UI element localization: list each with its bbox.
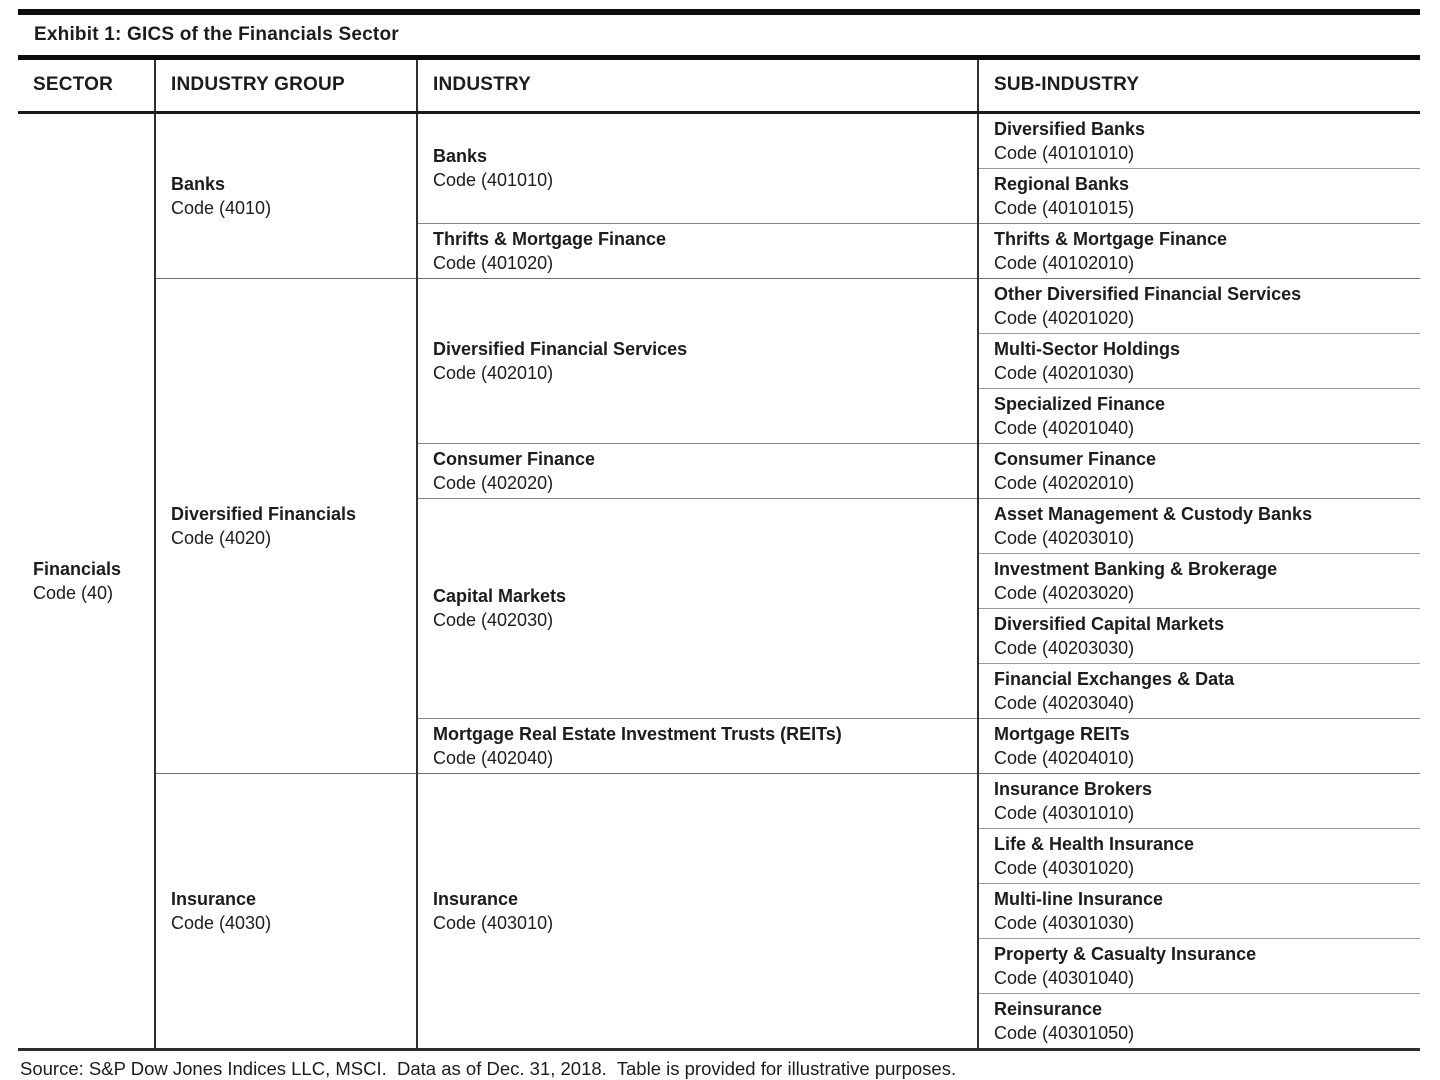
sub-industry-cell <box>978 663 1420 718</box>
cell-code: Code (403010) <box>433 912 554 933</box>
sub-industry-cell <box>978 718 1420 773</box>
table-row <box>18 112 1420 168</box>
cell-code: Code (40301040) <box>994 967 1135 988</box>
cell-name: Regional Banks <box>994 173 1130 194</box>
sub-industry-cell <box>978 112 1420 168</box>
sub-industry-cell <box>978 553 1420 608</box>
sub-industry-cell <box>978 938 1420 993</box>
cell-name: Diversified Capital Markets <box>994 613 1225 634</box>
cell-name: Financial Exchanges & Data <box>994 668 1235 689</box>
sub-industry-cell <box>978 278 1420 333</box>
cell-code: Code (402040) <box>433 747 554 768</box>
cell-name: Banks <box>433 146 488 166</box>
cell-code: Code (401020) <box>433 252 554 273</box>
cell-name: Thrifts & Mortgage Finance <box>433 228 667 249</box>
cell-code: Code (40203040) <box>994 692 1135 713</box>
sub-industry-cell <box>978 443 1420 498</box>
gics-table <box>18 60 1420 1051</box>
cell-name: Diversified Banks <box>994 118 1146 139</box>
cell-code: Code (401010) <box>433 170 554 190</box>
cell-code: Code (40301030) <box>994 912 1135 933</box>
cell-code: Code (40101015) <box>994 197 1135 218</box>
cell-code: Code (402010) <box>433 362 554 383</box>
sub-industry-cell <box>978 168 1420 223</box>
industry-cell <box>417 223 978 278</box>
cell-code: Code (4020) <box>171 527 272 548</box>
industry-cell <box>417 443 978 498</box>
cell-code: Code (40) <box>33 582 114 603</box>
industry-cell <box>417 773 978 1049</box>
industry-group-cell <box>155 773 417 1049</box>
cell-code: Code (40203010) <box>994 527 1135 548</box>
cell-name: Property & Casualty Insurance <box>994 943 1257 964</box>
cell-name: Other Diversified Financial Services <box>994 283 1302 304</box>
cell-name: Mortgage REITs <box>994 723 1130 744</box>
sub-industry-cell <box>978 608 1420 663</box>
cell-name: Insurance <box>433 888 519 909</box>
exhibit-table-container <box>18 9 1420 1080</box>
cell-code: Code (40201030) <box>994 362 1135 383</box>
sub-industry-cell <box>978 993 1420 1049</box>
cell-name: Reinsurance <box>994 998 1103 1019</box>
cell-name: Mortgage Real Estate Investment Trusts (REITs) <box>433 723 842 744</box>
cell-name: Consumer Finance <box>433 448 596 469</box>
sub-industry-cell <box>978 333 1420 388</box>
industry-group-cell <box>155 112 417 278</box>
cell-code: Code (40202010) <box>994 472 1135 493</box>
cell-code: Code (40301020) <box>994 857 1135 878</box>
cell-name: Specialized Finance <box>994 393 1166 414</box>
sub-industry-cell <box>978 388 1420 443</box>
cell-code: Code (402020) <box>433 472 554 493</box>
industry-cell <box>417 112 978 223</box>
cell-name: Diversified Financial Services <box>433 338 688 359</box>
cell-name: Consumer Finance <box>994 448 1157 469</box>
sub-industry-cell <box>978 828 1420 883</box>
cell-code: Code (40101010) <box>994 142 1135 163</box>
cell-code: Code (4010) <box>171 197 272 218</box>
table-row <box>18 773 1420 828</box>
cell-name: Investment Banking & Brokerage <box>994 558 1278 579</box>
cell-name: Multi-Sector Holdings <box>994 338 1180 359</box>
cell-name: Multi-line Insurance <box>994 888 1164 909</box>
cell-name: Thrifts & Mortgage Finance <box>994 228 1228 249</box>
cell-name: Capital Markets <box>433 586 567 606</box>
industry-cell <box>417 718 978 773</box>
exhibit-title: Exhibit 1: GICS of the Financials Sector <box>34 24 399 45</box>
column-header-sub-industry: SUB-INDUSTRY <box>978 60 1420 112</box>
cell-name: Asset Management & Custody Banks <box>994 503 1313 524</box>
sector-cell <box>18 112 155 1049</box>
column-header-industry-group: INDUSTRY GROUP <box>155 60 417 112</box>
cell-code: Code (4030) <box>171 912 272 933</box>
cell-name: Insurance <box>171 888 257 909</box>
industry-cell <box>417 278 978 443</box>
cell-code: Code (40201040) <box>994 417 1135 438</box>
industry-group-cell <box>155 278 417 773</box>
cell-name: Financials <box>33 558 122 579</box>
sub-industry-cell <box>978 883 1420 938</box>
cell-name: Insurance Brokers <box>994 778 1153 799</box>
cell-code: Code (40301010) <box>994 802 1135 823</box>
column-header-industry: INDUSTRY <box>417 60 978 112</box>
cell-code: Code (40203030) <box>994 637 1135 658</box>
cell-code: Code (40204010) <box>994 747 1135 768</box>
cell-code: Code (40201020) <box>994 307 1135 328</box>
sub-industry-cell <box>978 223 1420 278</box>
source-note: Source: S&P Dow Jones Indices LLC, MSCI. Data as of Dec. 31, 2018. Table is provided for illustrative purposes. <box>20 1057 957 1079</box>
cell-name: Life & Health Insurance <box>994 833 1195 854</box>
sub-industry-cell <box>978 498 1420 553</box>
header-row <box>18 60 1420 112</box>
industry-cell <box>417 498 978 718</box>
column-header-sector: SECTOR <box>18 60 155 112</box>
cell-code: Code (40102010) <box>994 252 1135 273</box>
cell-name: Diversified Financials <box>171 503 357 524</box>
cell-code: Code (40203020) <box>994 582 1135 603</box>
table-row <box>18 278 1420 333</box>
cell-code: Code (40301050) <box>994 1022 1135 1043</box>
table-header <box>18 60 1420 112</box>
cell-name: Banks <box>171 173 226 194</box>
sub-industry-cell <box>978 773 1420 828</box>
cell-code: Code (402030) <box>433 610 554 630</box>
